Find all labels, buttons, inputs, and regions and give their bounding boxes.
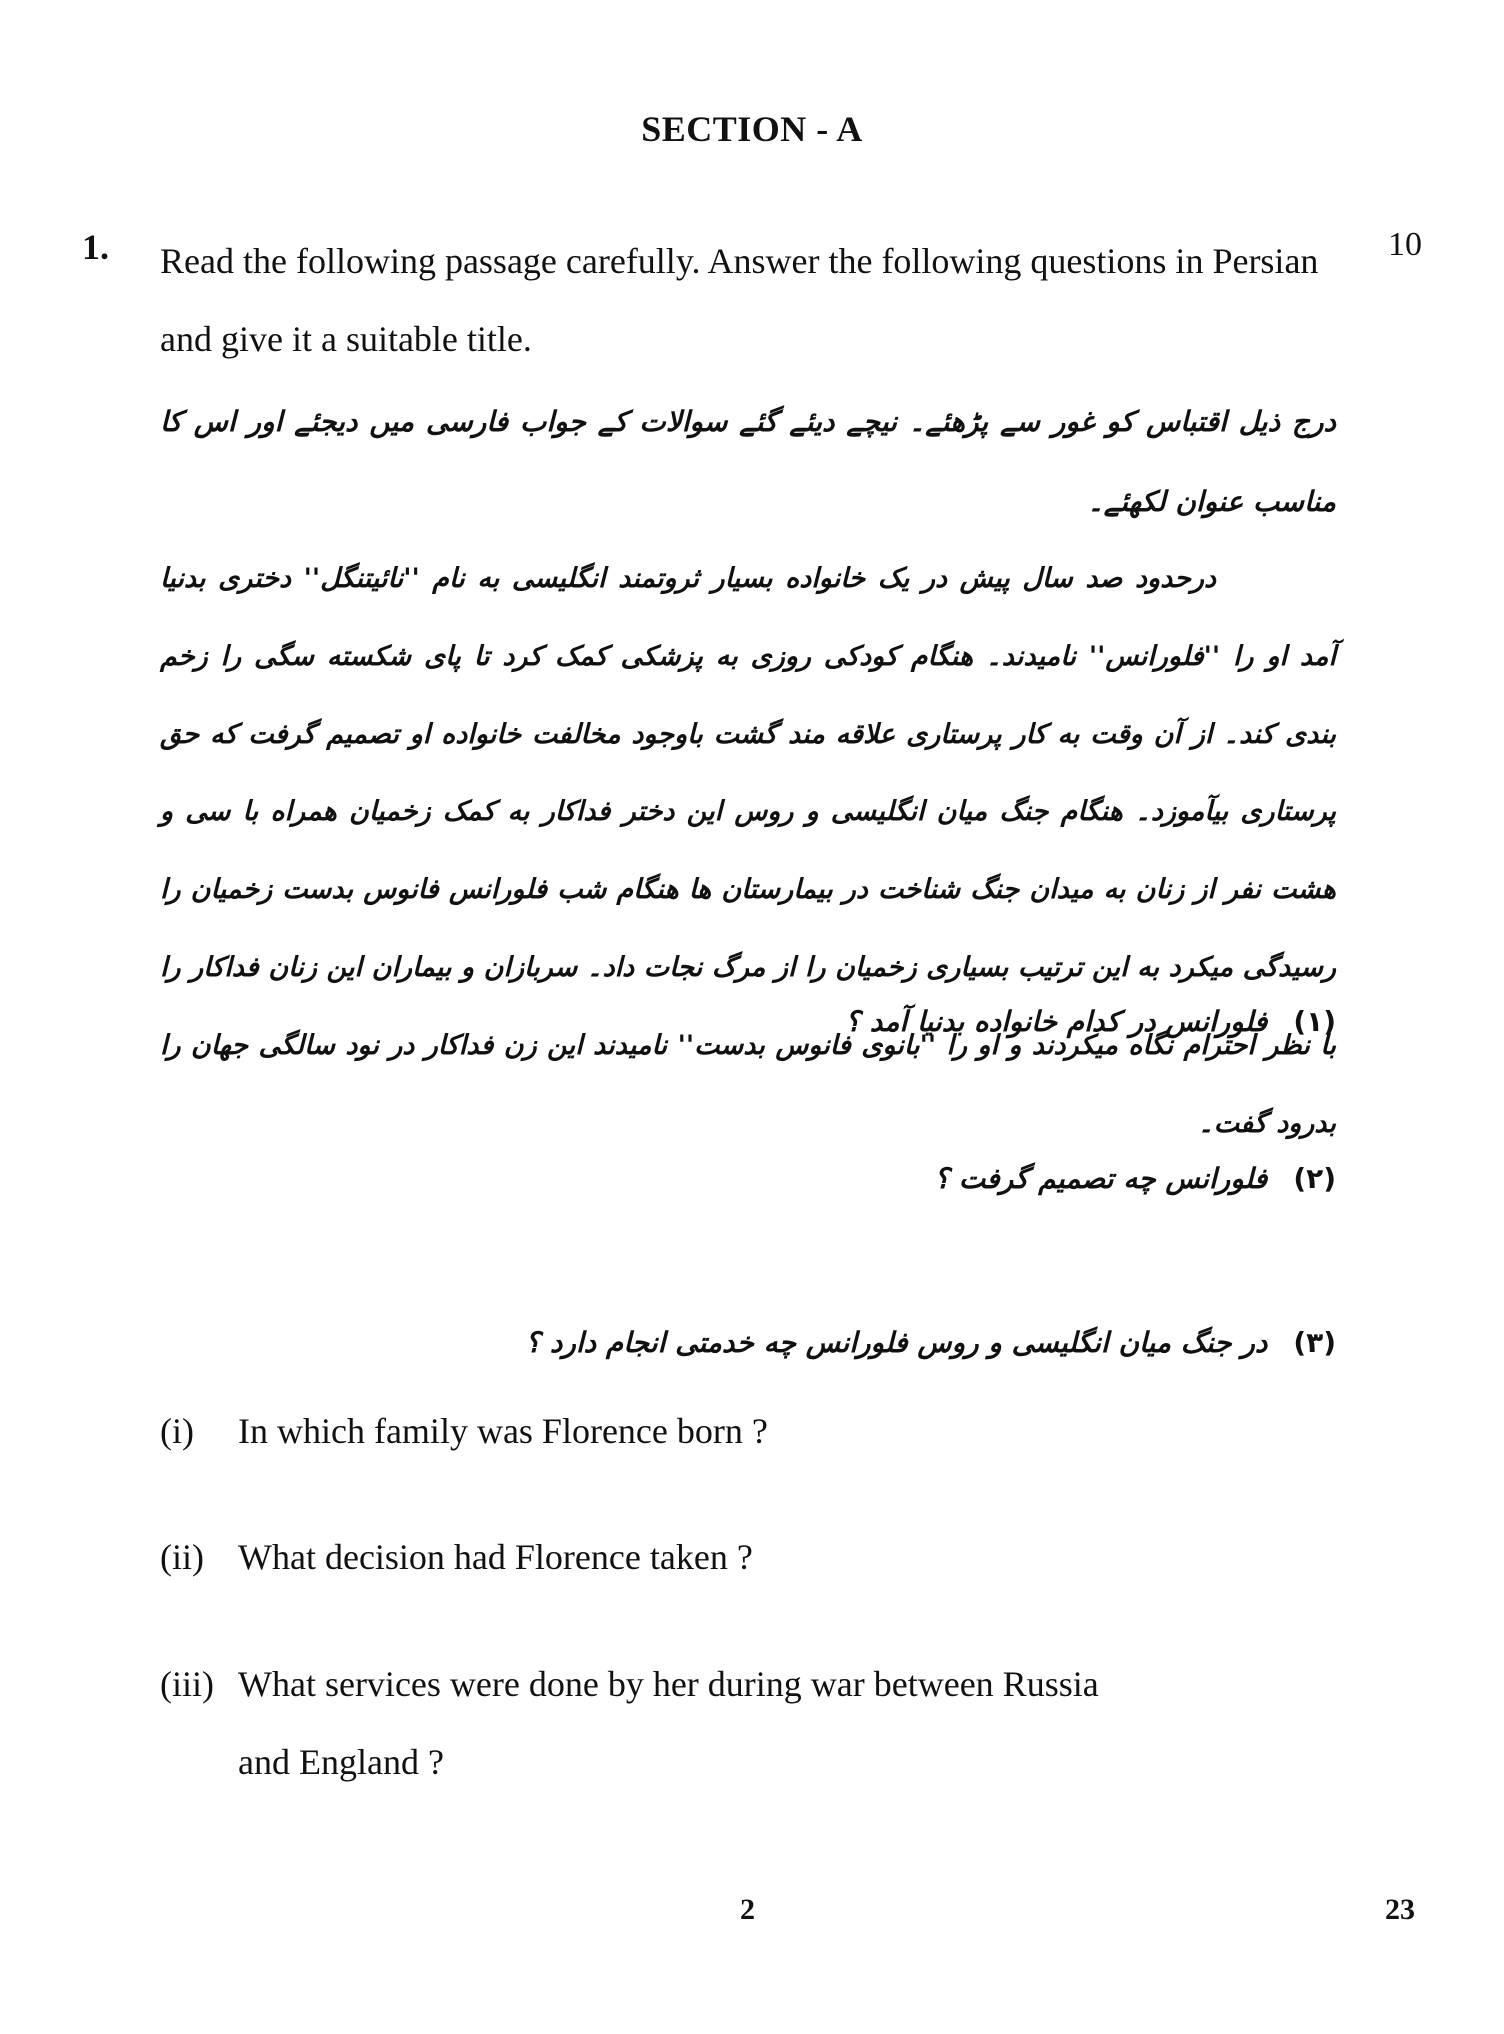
paper-code: 23 — [1385, 1893, 1415, 1926]
section-heading: SECTION - A — [641, 109, 863, 149]
english-question-2 — [160, 1518, 1360, 1596]
question-marks: 10 — [1388, 226, 1422, 263]
english-question-1 — [160, 1392, 1360, 1470]
persian-question-3 — [500, 1326, 1336, 1359]
persian-passage: درحدود صد سال پیش در یک خانواده بسیار ثروتمند انگلیسی به نام ''نائیتنگل'' دختری بدنیا آمد او را ''فلورانس'' نامیدند۔ هنگام کودکی روزی به پزشکی کمک کرد تا پای شکسته سگی را زخم بندی کند۔ از آن وقت به کار پرستاری علاقه مند گشت باوجود مخالفت خانواده او تصمیم گرفت که حق پرستاری بیآموزد۔ هنگام جنگ میان انگلیسی و روس این دختر فداکار به کمک زخمیان همراه با سی و هشت نفر از زنان به میدان جنگ شناخت در بیمارستان ها هنگام شب فلورانس فانوس بدست زخمیان را رسیدگی میکرد به این ترتیب بسیاری زخمیان را از مرگ نجات داد۔ سربازان و بیماران این زنان فداکار را با نظر احترام نگاه میکردند و او را ''بانوی فانوس بدست'' نامیدند این زن فداکار در نود سالگی جهان را بدرود گفت۔ — [160, 563, 1336, 1139]
persian-question-1 — [500, 1005, 1336, 1038]
english-question-continuation: and England ? — [238, 1742, 444, 1782]
persian-question-2 — [500, 1162, 1336, 1195]
instruction-urdu: درج ذیل اقتباس کو غور سے پڑھئے۔ نیچے دیئے گئے سوالات کے جواب فارسی میں دیجئے اور اس کا مناسب عنوان لکھئے۔ — [160, 405, 1336, 518]
english-question-number: (ii) — [160, 1537, 204, 1577]
english-question-number: (i) — [160, 1411, 194, 1451]
english-question-text: What services were done by her during war between Russia — [238, 1664, 1099, 1704]
persian-question-number: (۲) — [1293, 1162, 1336, 1195]
question-number: 1. — [82, 227, 109, 267]
english-question-text: What decision had Florence taken ? — [238, 1537, 753, 1577]
instruction-english: Read the following passage carefully. Answer the following questions in Persian and give it a suitable title. — [160, 241, 1319, 359]
persian-question-text: در جنگ میان انگلیسی و روس فلورانس چه خدمتی انجام دارد ؟ — [525, 1326, 1268, 1359]
english-question-text: In which family was Florence born ? — [238, 1411, 768, 1451]
persian-question-text: فلورانس چه تصمیم گرفت ؟ — [934, 1162, 1268, 1195]
persian-question-number: (۳) — [1293, 1326, 1336, 1359]
page-number: 2 — [740, 1893, 755, 1926]
persian-question-text: فلورانس در کدام خانواده بدنیا آمد ؟ — [845, 1005, 1268, 1038]
english-question-3 — [160, 1645, 1360, 1801]
persian-question-number: (۱) — [1293, 1005, 1336, 1038]
english-question-number: (iii) — [160, 1664, 214, 1704]
